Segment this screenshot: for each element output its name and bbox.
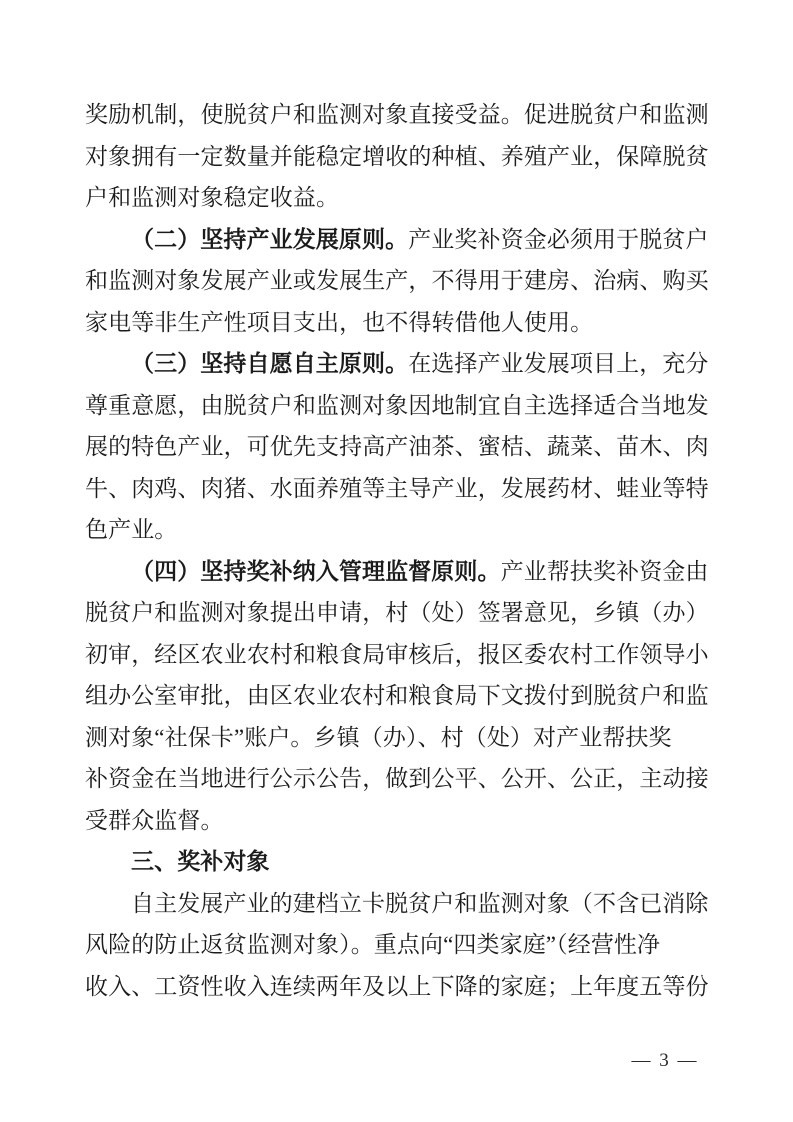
body-text: 自主发展产业的建档立卡脱贫户和监测对象（不含已消除	[131, 890, 709, 916]
paragraph-line	[85, 966, 725, 1008]
body-text: 奖励机制，使脱贫户和监测对象直接受益。促进脱贫户和监测	[85, 102, 709, 127]
body-text: 展的特色产业，可优先支持高产油茶、蜜桔、蔬菜、苗木、肉	[85, 434, 709, 459]
bold-heading-text: （三）坚持自愿自主原则。	[131, 351, 409, 376]
body-text: 测对象“社保卡”账户。乡镇（办）、村（处）对产业帮扶奖	[85, 724, 672, 750]
body-text: 产业帮扶奖补资金由	[500, 558, 709, 584]
bold-heading-text: （四）坚持奖补纳入管理监督原则。	[131, 558, 501, 584]
body-text: 尊重意愿，由脱贫户和监测对象因地制宜自主选择适合当地发	[85, 392, 709, 418]
paragraph-line	[85, 302, 725, 344]
body-text: 在选择产业发展项目上，充分	[408, 351, 709, 376]
paragraph-line	[85, 800, 725, 842]
section-heading	[85, 841, 725, 883]
paragraph-line	[85, 343, 725, 385]
body-text: 补资金在当地进行公示公告，做到公平、公开、公正，主动接	[85, 766, 709, 791]
body-text: 和监测对象发展产业或发展生产，不得用于建房、治病、购买	[85, 268, 709, 293]
paragraph-line	[85, 883, 725, 925]
body-text: 脱贫户和监测对象提出申请，村（处）签署意见，乡镇（办）	[85, 600, 709, 625]
section-heading-text: 三、奖补对象	[131, 849, 270, 874]
paragraph-line	[85, 592, 725, 634]
paragraph-line	[85, 136, 725, 178]
bold-heading-text: （二）坚持产业发展原则。	[131, 226, 409, 252]
paragraph-line	[85, 385, 725, 427]
paragraph-line	[85, 509, 725, 551]
page-number: — 3 —	[631, 1050, 699, 1071]
paragraph-line	[85, 717, 725, 759]
paragraph-line	[85, 177, 725, 219]
body-text: 受群众监督。	[85, 807, 224, 833]
paragraph-line	[85, 219, 725, 261]
paragraph-line	[85, 426, 725, 468]
body-text: 初审，经区农业农村和粮食局审核后，报区委农村工作领导小	[85, 641, 709, 667]
paragraph-line	[85, 675, 725, 717]
body-text: 组办公室审批，由区农业农村和粮食局下文拨付到脱贫户和监	[85, 683, 709, 708]
body-text: 家电等非生产性项目支出，也不得转借他人使用。	[85, 309, 594, 335]
paragraph-line	[85, 260, 725, 302]
body-text: 牛、肉鸡、肉猪、水面养殖等主导产业，发展药材、蛙业等特	[85, 475, 709, 501]
body-text: 色产业。	[85, 517, 178, 542]
body-text: 产业奖补资金必须用于脱贫户	[408, 226, 709, 252]
body-text: 对象拥有一定数量并能稳定增收的种植、养殖产业，保障脱贫	[85, 143, 709, 169]
body-text: 风险的防止返贫监测对象）。重点向“四类家庭”（经营性净	[85, 932, 661, 957]
document-text-block	[85, 94, 725, 1007]
paragraph-line	[85, 924, 725, 966]
paragraph-line	[85, 468, 725, 510]
paragraph-line	[85, 94, 725, 136]
paragraph-line	[85, 634, 725, 676]
paragraph-line	[85, 758, 725, 800]
paragraph-line	[85, 551, 725, 593]
body-text: 收入、工资性收入连续两年及以上下降的家庭；上年度五等份	[85, 973, 709, 999]
body-text: 户和监测对象稳定收益。	[85, 185, 340, 210]
